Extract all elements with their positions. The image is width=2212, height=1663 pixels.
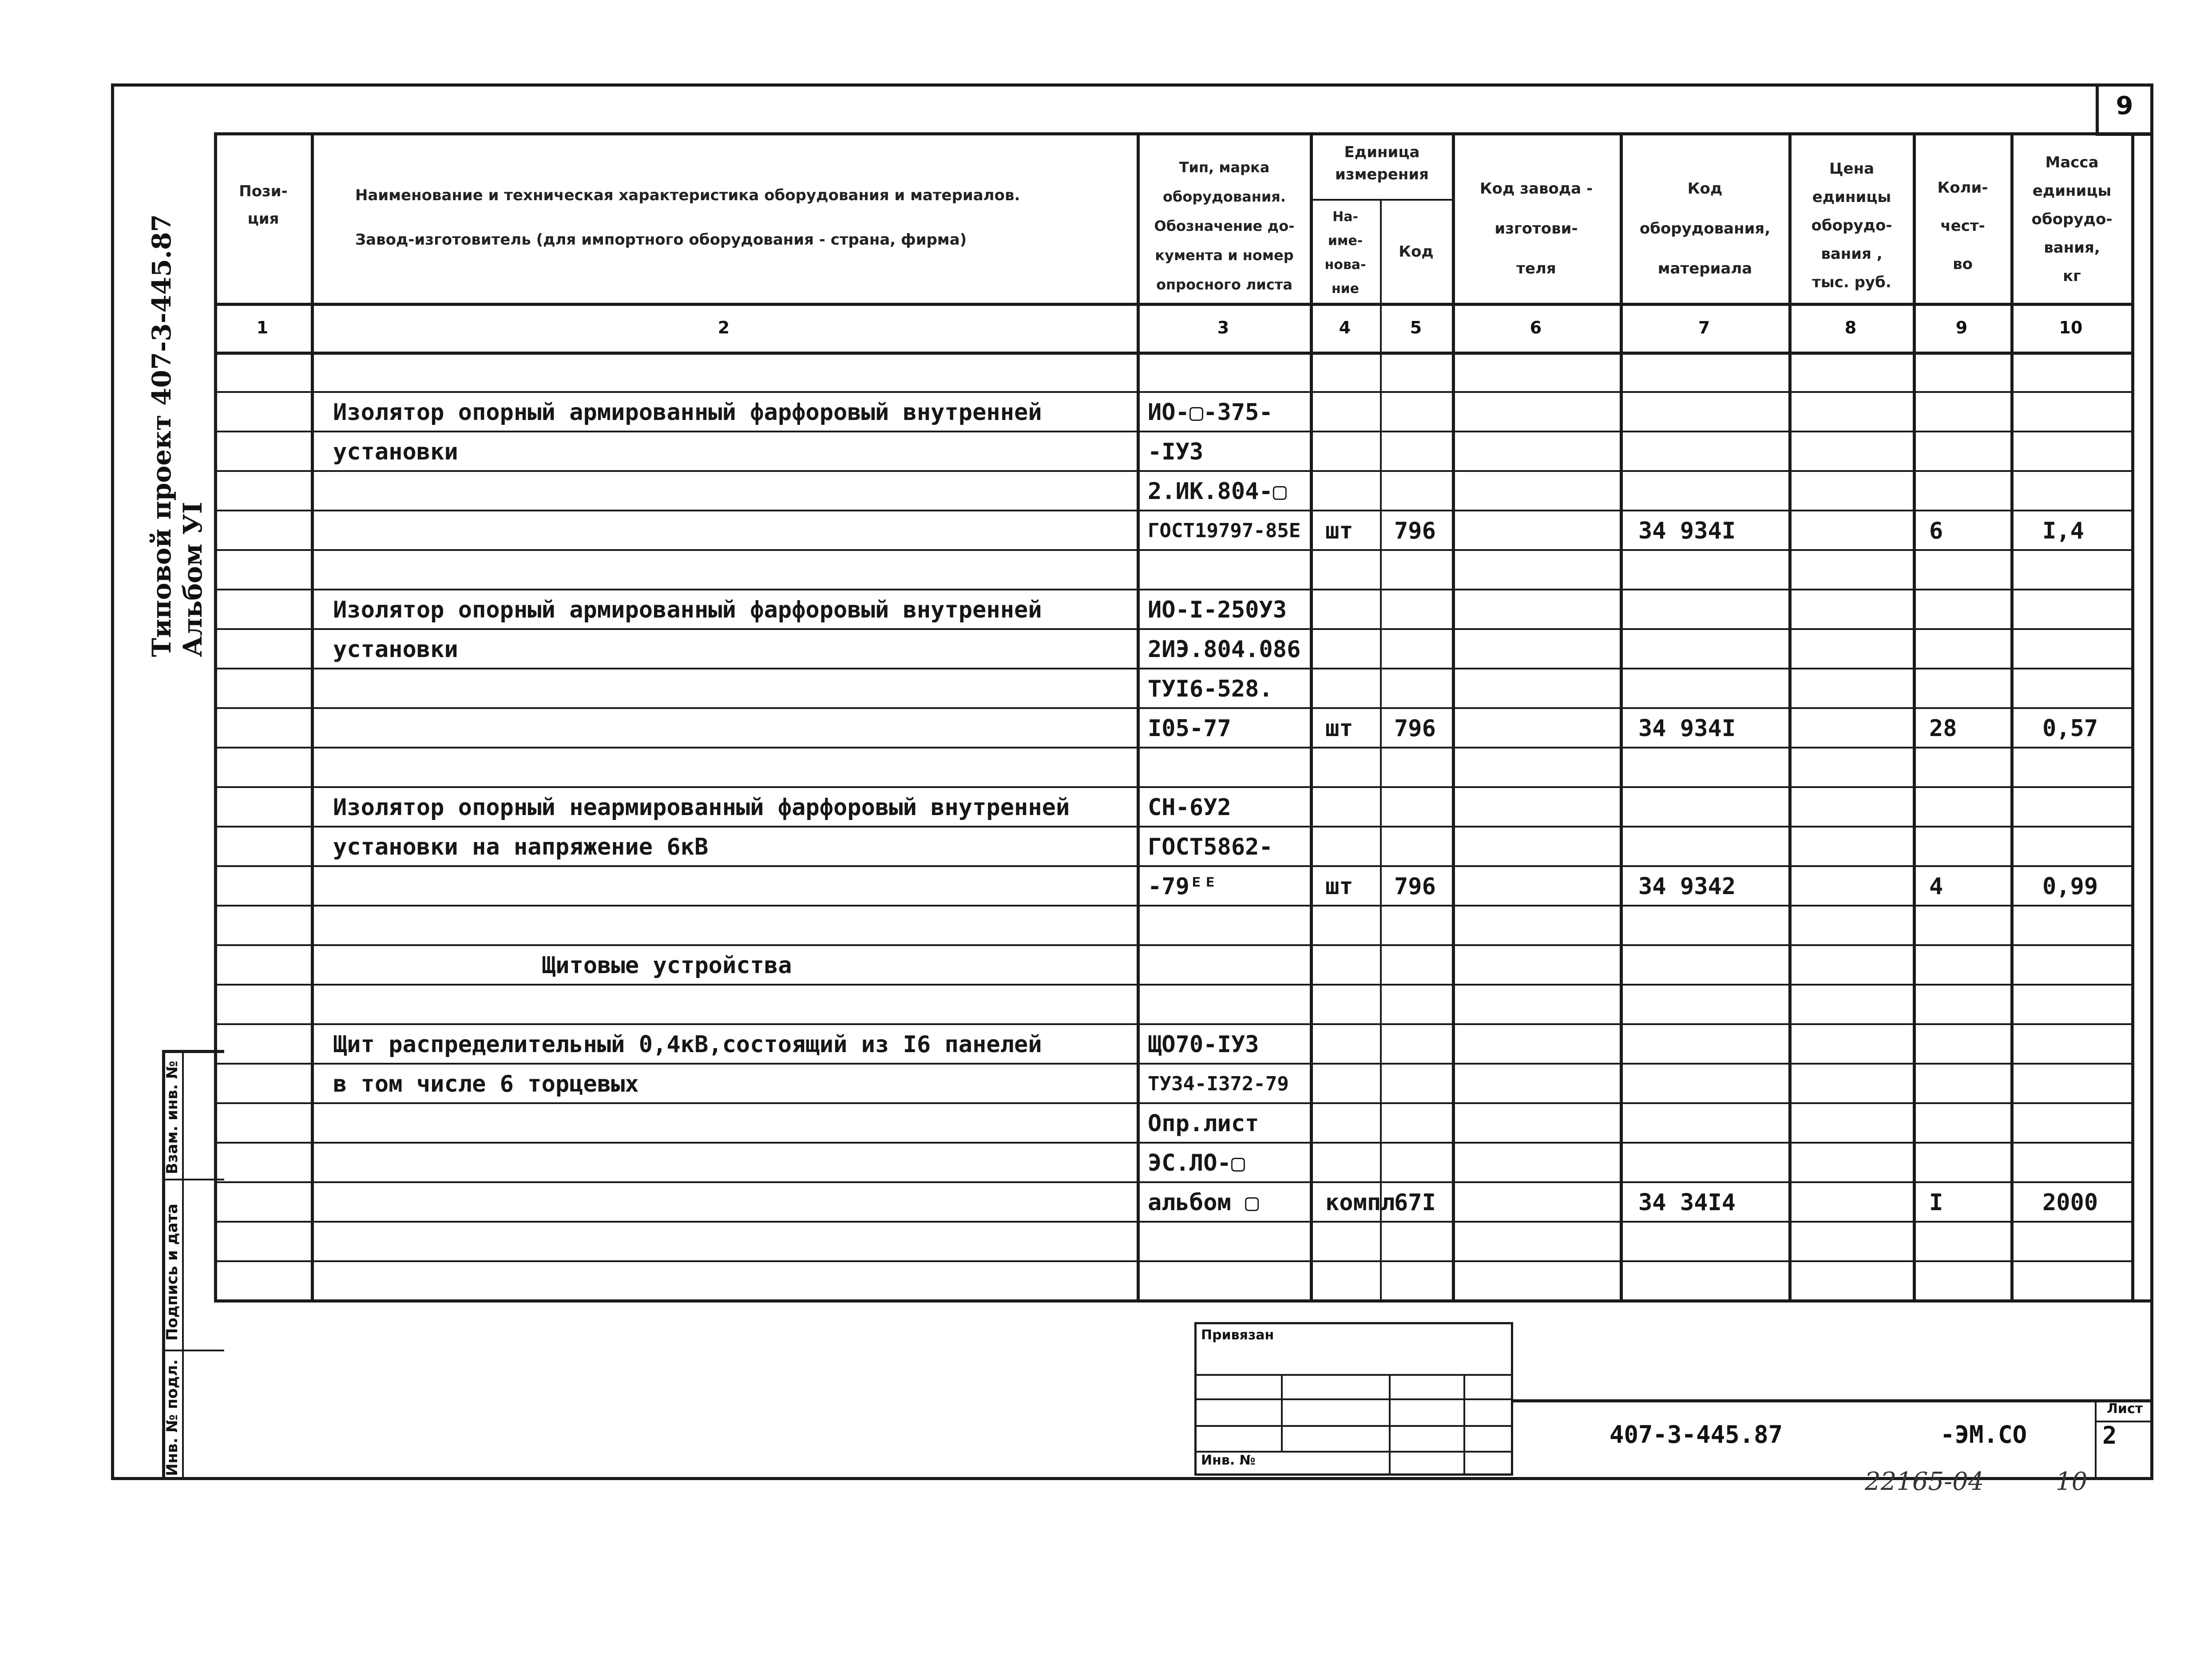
list-box-left xyxy=(2095,1399,2097,1480)
sheet-number: 9 xyxy=(2116,91,2133,120)
hdr-col8: Цена единицы оборудо- вания , тыс. руб. xyxy=(1811,160,1892,291)
table-row-line xyxy=(214,747,2134,748)
list-label: Лист xyxy=(2107,1401,2143,1417)
archive-number: 22165-04 xyxy=(1865,1467,1984,1496)
cell-type: ГОСТ5862- xyxy=(1148,834,1273,860)
inv-no-label: Инв. № xyxy=(1201,1453,1256,1468)
cell-name: Щит распределительный 0,4кВ,состоящий из I6 панелей xyxy=(333,1031,1042,1058)
privyazan-vline-2 xyxy=(1389,1374,1391,1476)
colnum-1: 1 xyxy=(256,318,269,337)
title-block-top xyxy=(1513,1399,2153,1402)
cell-equip-code: 34 934I xyxy=(1638,518,1736,544)
hdr-unit-group: Единица измерения xyxy=(1335,143,1429,183)
doc-code: 407-3-445.87 xyxy=(1609,1421,1783,1449)
cell-type: ТУI6-528. xyxy=(1148,676,1273,702)
cell-name: установки xyxy=(333,439,458,465)
cell-type: 2ИЭ.804.086 xyxy=(1148,636,1301,663)
col-line-7 xyxy=(1788,132,1792,1303)
cell-mass: 2000 xyxy=(2042,1189,2098,1216)
cell-mass: I,4 xyxy=(2042,518,2084,544)
table-row-line xyxy=(214,905,2134,907)
cell-type: ГОСТ19797-85Е xyxy=(1148,519,1301,542)
table-row-line xyxy=(214,1063,2134,1065)
cell-qty: I xyxy=(1929,1189,1943,1216)
table-row-line xyxy=(214,589,2134,590)
colnum-10: 10 xyxy=(2059,318,2083,337)
cell-unit-code: 67I xyxy=(1394,1189,1436,1216)
table-row-line xyxy=(214,984,2134,986)
cell-type: ИО-▢-375- xyxy=(1148,399,1273,426)
cell-unit: шт xyxy=(1325,518,1353,544)
hdr-col9: Коли- чест- во xyxy=(1937,179,1988,273)
cell-unit-code: 796 xyxy=(1394,518,1436,544)
hdr-col2: Наименование и техническая характеристика оборудования и материалов. Завод-изготовитель (для импортного оборудования - страна, фирма) xyxy=(355,186,1020,249)
cell-qty: 6 xyxy=(1929,518,1943,544)
privyazan-line-3 xyxy=(1194,1425,1513,1427)
table-row-line xyxy=(214,549,2134,551)
hdr-col1: Пози- ция xyxy=(239,182,288,228)
table-row-line xyxy=(214,1102,2134,1104)
table-row-line xyxy=(214,431,2134,432)
table-row-line xyxy=(214,944,2134,946)
table-row-line xyxy=(214,786,2134,788)
cell-type: альбом ▢ xyxy=(1148,1189,1259,1216)
privyazan-vline-3 xyxy=(1463,1374,1465,1476)
cell-name: в том числе 6 торцевых xyxy=(333,1071,639,1097)
table-row-line xyxy=(214,1181,2134,1183)
cell-mass: 0,99 xyxy=(2042,873,2098,900)
table-row-line xyxy=(214,1260,2134,1262)
colnum-bottom-line xyxy=(214,352,2134,355)
cell-equip-code: 34 9342 xyxy=(1638,873,1736,900)
doc-suffix: -ЭМ.СО xyxy=(1940,1421,2027,1449)
cell-name: Щитовые устройства xyxy=(542,952,792,979)
header-bottom-line xyxy=(214,303,2134,306)
cell-equip-code: 34 34I4 xyxy=(1638,1189,1736,1216)
table-row-line xyxy=(214,865,2134,867)
table-row-line xyxy=(214,1023,2134,1025)
cell-type: Опр.лист xyxy=(1148,1110,1259,1137)
stamp-row-2 xyxy=(162,1350,224,1351)
colnum-9: 9 xyxy=(1955,318,1968,337)
table-row-line xyxy=(214,391,2134,393)
hdr-col5: Код xyxy=(1399,243,1434,261)
col-line-2 xyxy=(1137,132,1140,1303)
col-line-9 xyxy=(2010,132,2014,1303)
colnum-6: 6 xyxy=(1530,318,1542,337)
handwritten-page: 10 xyxy=(2056,1467,2088,1496)
colnum-5: 5 xyxy=(1410,318,1422,337)
table-row-line xyxy=(214,707,2134,709)
cell-type: 2.ИК.804-▢ xyxy=(1148,478,1287,505)
list-number: 2 xyxy=(2102,1421,2117,1449)
unit-group-line xyxy=(1310,199,1452,201)
stamp-divider xyxy=(182,1050,184,1480)
cell-type: -79ᴱᴱ xyxy=(1148,873,1217,900)
cell-unit: компл xyxy=(1325,1189,1395,1216)
table-row-line xyxy=(214,668,2134,669)
cell-name: Изолятор опорный армированный фарфоровый внутренней xyxy=(333,597,1042,623)
colnum-8: 8 xyxy=(1844,318,1857,337)
colnum-3: 3 xyxy=(1217,318,1229,337)
col-line-6 xyxy=(1620,132,1623,1303)
cell-type: I05-77 xyxy=(1148,715,1231,742)
hdr-col3: Тип, марка оборудования. Обозначение до- кумента и номер опросного листа xyxy=(1154,159,1295,293)
colnum-7: 7 xyxy=(1698,318,1710,337)
privyazan-vline-1 xyxy=(1281,1374,1283,1451)
table-row-line xyxy=(214,826,2134,828)
stamp-inv-exchange: Взам. инв. № xyxy=(163,1061,181,1174)
col-line-3 xyxy=(1310,132,1313,1303)
cell-unit: шт xyxy=(1325,715,1353,742)
hdr-col4: На- име- нова- ние xyxy=(1324,209,1366,297)
cell-type: ТУ34-I372-79 xyxy=(1148,1073,1289,1095)
col-line-1 xyxy=(311,132,314,1303)
side-title-album: Альбом УI xyxy=(178,502,208,657)
colnum-4: 4 xyxy=(1339,318,1351,337)
privyazan-line-2 xyxy=(1194,1398,1513,1400)
side-title-project: Типовой проект 407-3-445.87 xyxy=(147,214,177,657)
cell-unit-code: 796 xyxy=(1394,715,1436,742)
cell-type: СН-6У2 xyxy=(1148,794,1231,821)
cell-type: -IУЗ xyxy=(1148,439,1204,465)
cell-name: установки xyxy=(333,636,458,663)
privyazan-label: Привязан xyxy=(1201,1327,1274,1343)
table-row-line xyxy=(214,470,2134,472)
cell-type: ЭС.ЛО-▢ xyxy=(1148,1150,1245,1176)
privyazan-line-1 xyxy=(1194,1374,1513,1376)
hdr-col6: Код завода - изготови- теля xyxy=(1479,180,1593,277)
cell-unit: шт xyxy=(1325,873,1353,900)
col-line-8 xyxy=(1913,132,1916,1303)
table-row-line xyxy=(214,1300,2134,1302)
col-line-10 xyxy=(2131,132,2134,1303)
cell-unit-code: 796 xyxy=(1394,873,1436,900)
table-row-line xyxy=(214,1142,2134,1144)
cell-equip-code: 34 934I xyxy=(1638,715,1736,742)
hdr-col10: Масса единицы оборудо- вания, кг xyxy=(2031,154,2113,285)
cell-qty: 4 xyxy=(1929,873,1943,900)
cell-type: ИО-I-250УЗ xyxy=(1148,597,1287,623)
colnum-2: 2 xyxy=(718,318,730,337)
table-row-line xyxy=(214,1221,2134,1223)
hdr-col7: Код оборудования, материала xyxy=(1639,180,1771,277)
cell-name: Изолятор опорный армированный фарфоровый внутренней xyxy=(333,399,1042,426)
stamp-inv-original: Инв. № подл. xyxy=(163,1359,181,1476)
cell-name: установки на напряжение 6кВ xyxy=(333,834,709,860)
stamp-sign-date: Подпись и дата xyxy=(163,1204,181,1341)
col-line-4 xyxy=(1380,199,1382,1303)
table-row-line xyxy=(214,628,2134,630)
cell-mass: 0,57 xyxy=(2042,715,2098,742)
table-row-line xyxy=(214,510,2134,511)
col-line-5 xyxy=(1452,132,1455,1303)
cell-qty: 28 xyxy=(1929,715,1957,742)
cell-name: Изолятор опорный неармированный фарфоровый внутренней xyxy=(333,794,1070,821)
cell-type: ЩО70-IУЗ xyxy=(1148,1031,1259,1058)
